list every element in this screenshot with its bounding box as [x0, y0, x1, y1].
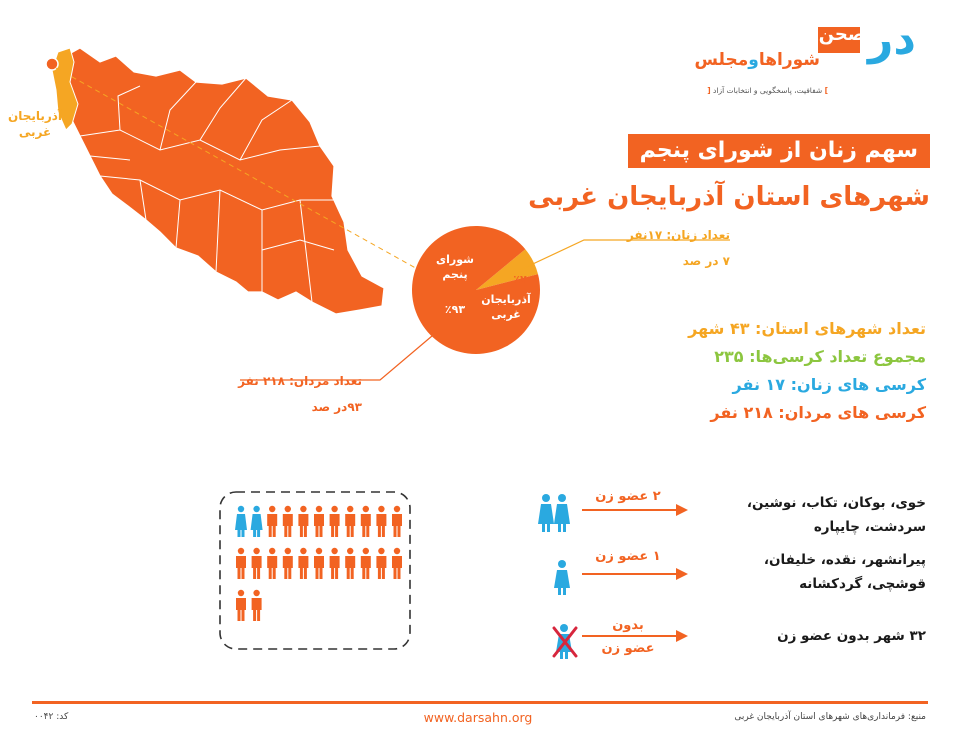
stat-men-seats: کرسی های مردان: ۲۱۸ نفر: [710, 403, 926, 422]
group2-cities-line2: قوشچی، گردکشانه: [799, 576, 926, 592]
pie-chart: [412, 226, 540, 354]
women-percent: ۷ در صد: [682, 254, 730, 268]
map-label: [4, 108, 66, 140]
pictogram-man-icon: [361, 548, 371, 579]
pictogram-man-icon: [236, 590, 246, 621]
logo-sub-va: و: [748, 50, 759, 70]
men-percent: ۹۳در صد: [311, 400, 362, 414]
group3-label-line1: بدون: [612, 618, 644, 633]
tag-bracket-left: [: [707, 86, 711, 95]
group-women-icons: [538, 494, 572, 659]
group2-woman-icon: [554, 560, 570, 595]
pie-main-label: [424, 252, 486, 282]
group1-label: ۲ عضو زن: [595, 489, 661, 504]
pie-small-pct: ٪۷: [513, 273, 527, 286]
pictogram-man-icon: [330, 506, 340, 537]
stat-women-seats: کرسی های زنان: ۱۷ نفر: [732, 375, 926, 394]
iran-map: [62, 48, 384, 314]
pictogram-man-icon: [298, 548, 308, 579]
pictogram-man-icon: [361, 506, 371, 537]
logo-sub-part2: شوراها: [758, 50, 820, 70]
stat-total-seats: مجموع تعداد کرسی‌ها: ۲۳۵: [714, 347, 926, 366]
group3-cities: ۳۲ شهر بدون عضو زن: [777, 628, 926, 644]
group1-woman-icon-1: [538, 494, 554, 532]
group3-label-line2: عضو زن: [601, 641, 655, 656]
pictogram-man-icon: [267, 548, 277, 579]
tag-text: شفافیت، پاسخگویی و انتخابات آزاد: [713, 86, 823, 95]
footer-url[interactable]: www.darsahn.org: [423, 710, 533, 725]
logo-sub-part1: مجلس: [694, 50, 749, 70]
group1-cities-line2: سردشت، چایپاره: [813, 519, 926, 535]
women-count: تعداد زنان: ۱۷نفر: [626, 228, 730, 242]
pictogram-man-icon: [298, 506, 308, 537]
pictogram-woman-icon: [235, 506, 247, 537]
pictogram-man-icon: [345, 506, 355, 537]
pictogram-man-icon: [314, 506, 324, 537]
tag-bracket-right: ]: [824, 86, 828, 95]
group1-cities-line1: خوی، بوکان، تکاب، نوشین،: [746, 495, 926, 511]
group3-arrowhead: [676, 630, 688, 642]
pie-slice-1: [412, 226, 540, 354]
title-line2: شهرهای استان آذربایجان غربی: [528, 182, 930, 212]
logo-sahn: صحن: [818, 24, 866, 45]
group2-arrowhead: [676, 568, 688, 580]
stat-cities: تعداد شهرهای استان: ۴۳ شهر: [688, 319, 926, 338]
pictogram-man-icon: [252, 548, 262, 579]
group2-label: ۱ عضو زن: [595, 549, 661, 564]
pictogram-man-icon: [267, 506, 277, 537]
men-count: تعداد مردان: ۲۱۸ نفر: [238, 374, 362, 388]
pie-main-line1: شورای: [436, 253, 474, 266]
pie-main-line2: پنجم: [442, 268, 468, 281]
pictogram-man-icon: [236, 548, 246, 579]
pictogram-man-icon: [345, 548, 355, 579]
pictogram-man-icon: [376, 506, 386, 537]
group1-arrowhead: [676, 504, 688, 516]
pie-region-label: [468, 292, 544, 322]
pictogram-man-icon: [314, 548, 324, 579]
pictogram: [235, 506, 402, 621]
group1-woman-icon-2: [554, 494, 570, 532]
pie-region-line2: غربی: [491, 308, 521, 321]
title-line1: سهم زنان از شورای پنجم: [628, 134, 930, 168]
map-label-line1: آذربایجان: [7, 109, 63, 123]
pie-main-pct: ٪۹۳: [444, 303, 466, 316]
group2-cities: [716, 548, 926, 596]
pictogram-man-icon: [392, 548, 402, 579]
pie-region-line1: آذربایجان: [481, 293, 531, 306]
pictogram-man-icon: [283, 506, 293, 537]
map-label-line2: غربی: [18, 125, 52, 139]
pictogram-man-icon: [392, 506, 402, 537]
footer-code: کد: ۰۰۴۲: [34, 712, 69, 722]
pictogram-man-icon: [376, 548, 386, 579]
logo-dar: در: [868, 14, 916, 65]
group1-cities: [716, 491, 926, 539]
pictogram-man-icon: [283, 548, 293, 579]
footer-source: منبع: فرمانداری‌های شهرهای استان آذربایجان غربی: [734, 712, 926, 722]
pictogram-man-icon: [252, 590, 262, 621]
pictogram-man-icon: [330, 548, 340, 579]
footer-divider: [32, 701, 928, 704]
group2-cities-line1: پیرانشهر، نقده، خلیفان،: [763, 552, 926, 568]
pictogram-woman-icon: [251, 506, 263, 537]
